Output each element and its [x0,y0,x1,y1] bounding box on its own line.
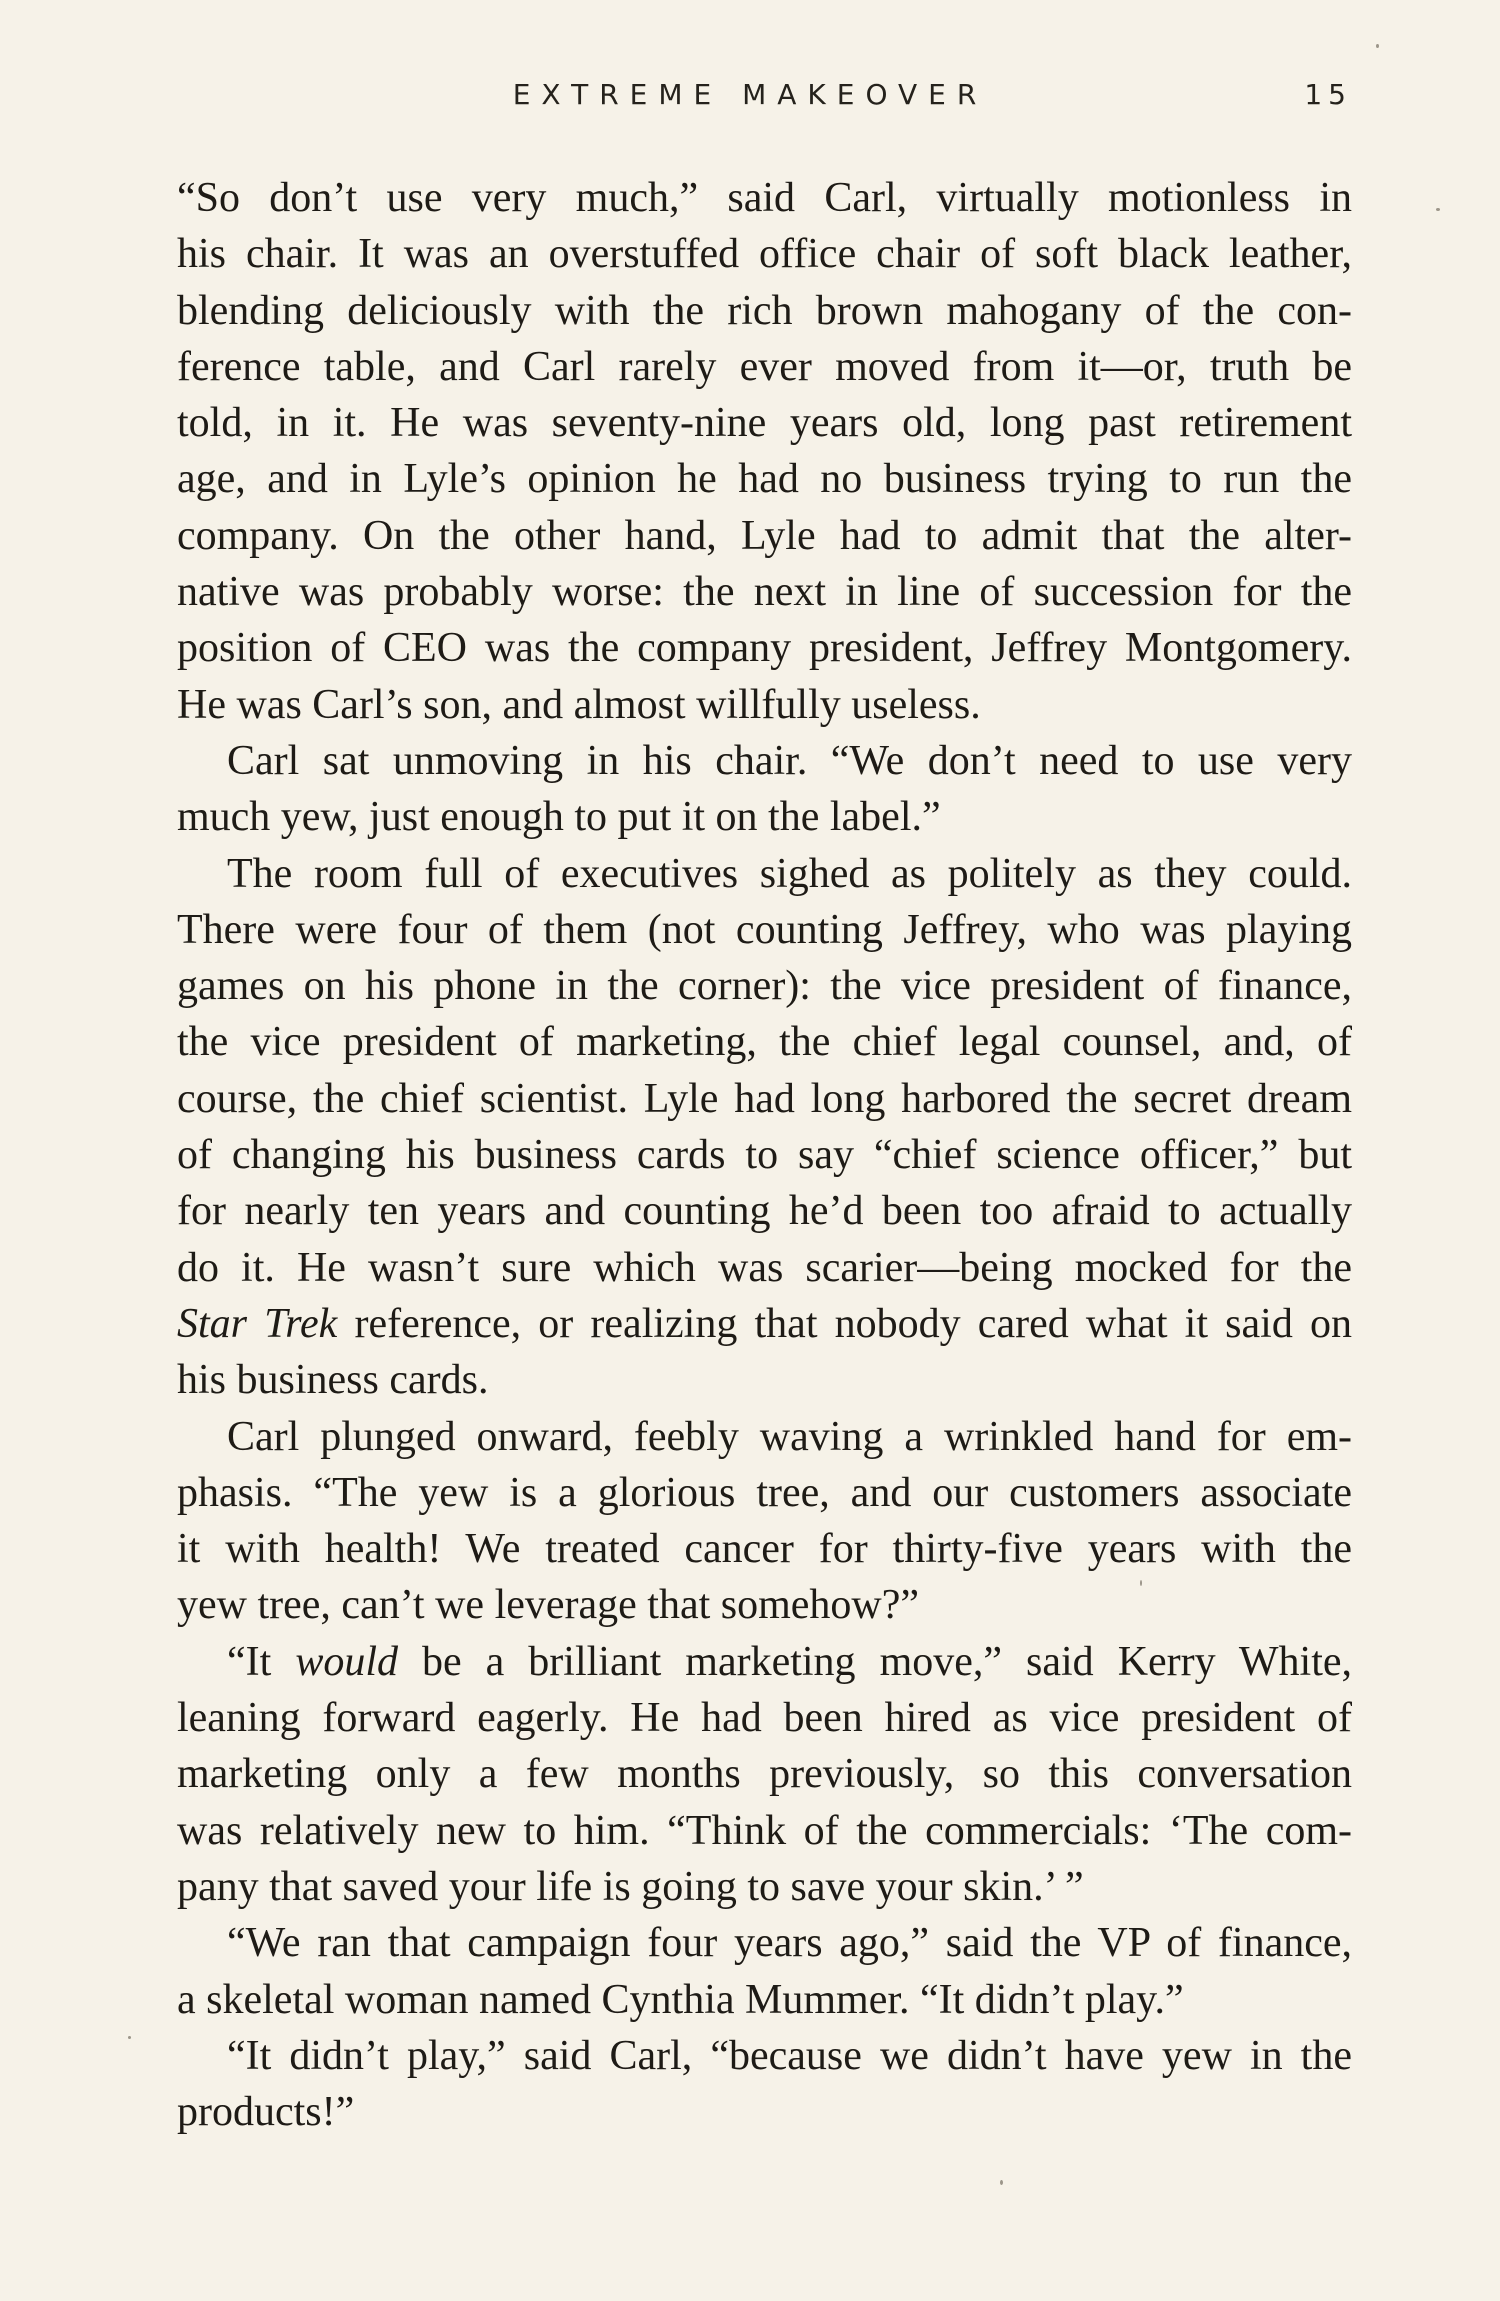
text-line: the vice president of marketing, the chief legal counsel, and, of [177,1019,1352,1066]
text-line: “It would be a brilliant marketing move,” said Kerry White, [227,1638,1353,1685]
text-line: told, in it. He was seventy-nine years old, long past retirement [177,400,1352,447]
text-line: leaning forward eagerly. He had been hired as vice president of [177,1695,1352,1742]
text-line: phasis. “The yew is a glorious tree, and our customers associate [177,1469,1352,1516]
text-line: There were four of them (not counting Jeffrey, who was playing [177,906,1352,953]
italic-text: would [295,1638,398,1685]
paper-speck [1436,208,1440,211]
text-line: Star Trek reference, or realizing that nobody cared what it said on [177,1300,1352,1347]
text-line: ference table, and Carl rarely ever moved from it—or, truth be [177,343,1352,390]
paper-speck [1376,44,1379,48]
paper-speck [128,2036,131,2039]
text-line: games on his phone in the corner): the vice president of finance, [177,963,1352,1010]
page-number: 15 [1304,78,1352,111]
text-line: He was Carl’s son, and almost willfully useless. [177,681,981,728]
text-line: was relatively new to him. “Think of the commercials: ‘The com- [177,1807,1352,1854]
paper-speck [1140,1580,1142,1586]
text-line: of changing his business cards to say “chief science officer,” but [177,1132,1352,1179]
italic-text: Star Trek [177,1300,338,1347]
text-line: products!” [177,2089,355,2136]
text-line: do it. He wasn’t sure which was scarier—being mocked for the [177,1244,1352,1291]
text-line: “So don’t use very much,” said Carl, virtually motionless in [177,175,1352,221]
text-line: position of CEO was the company president, Jeffrey Montgomery. [177,625,1352,672]
text-line: age, and in Lyle’s opinion he had no business trying to run the [177,456,1352,503]
text-line: The room full of executives sighed as politely as they could. [227,850,1352,897]
running-head [0,78,1500,138]
paper-speck [1000,2180,1003,2185]
text-line: pany that saved your life is going to save your skin.’ ” [177,1863,1084,1910]
text-line: it with health! We treated cancer for thirty-five years with the [177,1526,1352,1573]
text-line: marketing only a few months previously, so this conversation [177,1751,1352,1798]
body-text [177,170,1352,2140]
text-line: Carl plunged onward, feebly waving a wrinkled hand for em- [227,1413,1352,1460]
text-line: course, the chief scientist. Lyle had long harbored the secret dream [177,1075,1352,1122]
text-line: much yew, just enough to put it on the label.” [177,794,941,841]
text-line: “We ran that campaign four years ago,” said the VP of finance, [227,1920,1352,1967]
text-line: yew tree, can’t we leverage that somehow?” [177,1582,920,1629]
text-line: for nearly ten years and counting he’d been too afraid to actually [177,1188,1352,1235]
text-line: his chair. It was an overstuffed office chair of soft black leather, [177,231,1352,278]
text-line: Carl sat unmoving in his chair. “We don’t need to use very [227,737,1352,784]
running-title: EXTREME MAKEOVER [512,78,988,111]
text-line: “It didn’t play,” said Carl, “because we didn’t have yew in the [227,2032,1352,2079]
text-line: his business cards. [177,1357,489,1404]
text-line: company. On the other hand, Lyle had to admit that the alter- [177,512,1352,559]
text-line: a skeletal woman named Cynthia Mummer. “It didn’t play.” [177,1976,1184,2023]
text-line: native was probably worse: the next in line of succession for the [177,569,1352,616]
text-line: blending deliciously with the rich brown mahogany of the con- [177,287,1352,334]
